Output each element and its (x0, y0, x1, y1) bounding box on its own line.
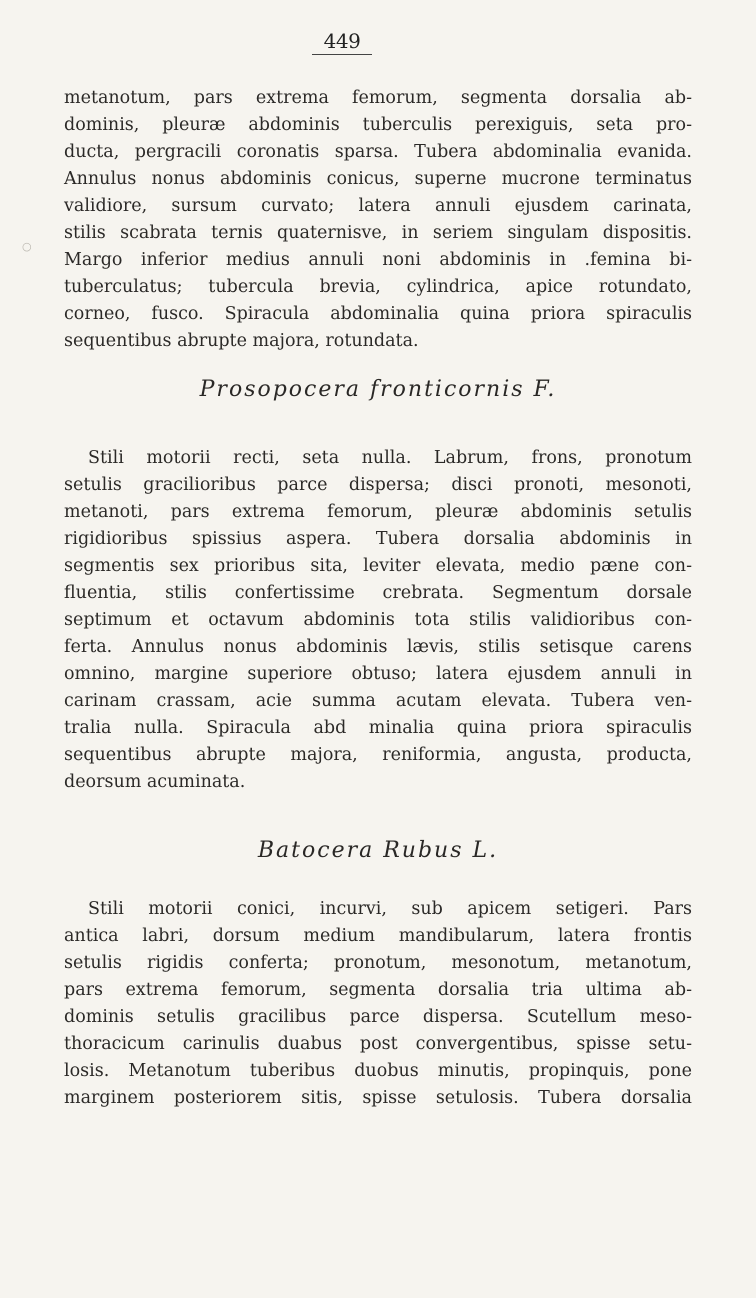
species-heading-batocera: Batocera Rubus L. (257, 838, 499, 863)
text-line: metanoti, pars extrema femorum, pleuræ abdominis setulis (64, 502, 692, 522)
paragraph-continuation (64, 85, 692, 355)
text-line: omnino, margine superiore obtuso; latera ejusdem annuli in (64, 664, 692, 684)
text-line: metanotum, pars extrema femorum, segmenta dorsalia ab- (64, 88, 692, 108)
text-line: rigidioribus spissius aspera. Tubera dorsalia abdominis in (64, 529, 692, 549)
paragraph-prosopocera (64, 445, 692, 796)
text-line: thoracicum carinulis duabus post convergentibus, spisse setu- (64, 1034, 692, 1054)
text-line: losis. Metanotum tuberibus duobus minutis, propinquis, pone (64, 1061, 692, 1081)
text-line: carinam crassam, acie summa acutam elevata. Tubera ven- (64, 691, 692, 711)
text-line: tuberculatus; tubercula brevia, cylindrica, apice rotundato, (64, 277, 692, 297)
text-line: tralia nulla. Spiracula abd minalia quina priora spiraculis (64, 718, 692, 738)
text-line: ferta. Annulus nonus abdominis lævis, stilis setisque carens (64, 637, 692, 657)
species-heading-prosopocera: Prosopocera fronticornis F. (199, 377, 557, 402)
text-line: dominis setulis gracilibus parce dispersa. Scutellum meso- (64, 1007, 692, 1027)
text-line: corneo, fusco. Spiracula abdominalia quina priora spiraculis (64, 304, 692, 324)
paragraph-batocera (64, 896, 692, 1112)
text-line: ducta, pergracili coronatis sparsa. Tubera abdominalia evanida. (64, 142, 692, 162)
text-line: stilis scabrata ternis quaternisve, in seriem singulam dispositis. (64, 223, 692, 243)
text-line: fluentia, stilis confertissime crebrata. Segmentum dorsale (64, 583, 692, 603)
text-line: marginem posteriorem sitis, spisse setulosis. Tubera dorsalia (64, 1088, 692, 1108)
page-number: 449 (312, 30, 372, 55)
text-line: antica labri, dorsum medium mandibularum, latera frontis (64, 926, 692, 946)
text-line: setulis rigidis conferta; pronotum, mesonotum, metanotum, (64, 953, 692, 973)
text-line: validiore, sursum curvato; latera annuli ejusdem carinata, (64, 196, 692, 216)
text-line: pars extrema femorum, segmenta dorsalia tria ultima ab- (64, 980, 692, 1000)
margin-mark: ○ (22, 240, 32, 253)
text-line: setulis gracilioribus parce dispersa; disci pronoti, mesonoti, (64, 475, 692, 495)
text-line: Stili motorii conici, incurvi, sub apicem setigeri. Pars (88, 899, 692, 919)
text-line: Margo inferior medius annuli noni abdominis in .femina bi- (64, 250, 692, 270)
text-line: dominis, pleuræ abdominis tuberculis perexiguis, seta pro- (64, 115, 692, 135)
text-line: Stili motorii recti, seta nulla. Labrum, frons, pronotum (88, 448, 692, 468)
text-line: septimum et octavum abdominis tota stilis validioribus con- (64, 610, 692, 630)
text-line: deorsum acuminata. (64, 772, 246, 792)
text-line: sequentibus abrupte majora, reniformia, angusta, producta, (64, 745, 692, 765)
text-line: segmentis sex prioribus sita, leviter elevata, medio pæne con- (64, 556, 692, 576)
text-line: Annulus nonus abdominis conicus, superne mucrone terminatus (64, 169, 692, 189)
text-line: sequentibus abrupte majora, rotundata. (64, 331, 419, 351)
